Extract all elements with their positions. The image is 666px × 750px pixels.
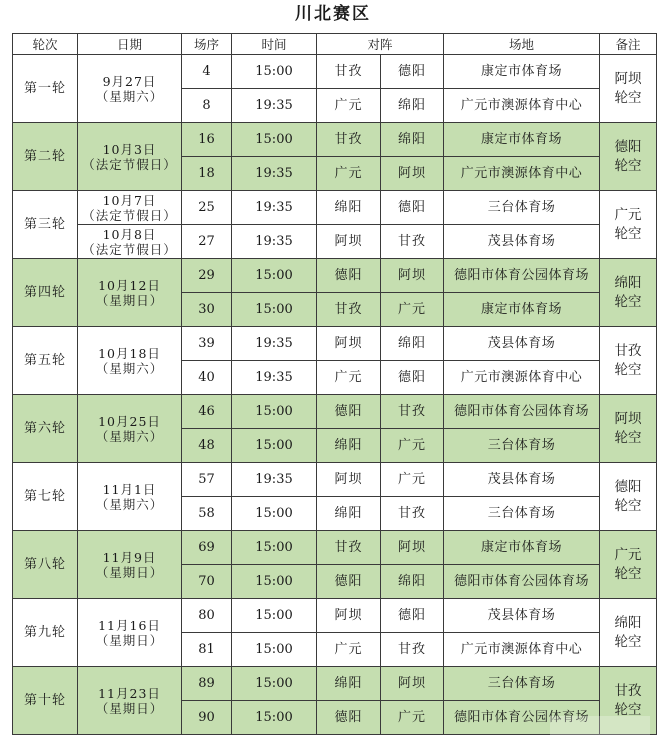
header-matchup: 对阵 — [317, 34, 444, 55]
rest-team: 甘孜 — [614, 682, 642, 699]
header-time: 时间 — [232, 34, 317, 55]
match-no-cell: 18 — [182, 157, 232, 191]
note-cell — [600, 191, 657, 259]
time-cell: 19:35 — [232, 361, 317, 395]
date-cell — [78, 327, 182, 395]
table-row — [13, 55, 657, 89]
table-row — [13, 599, 657, 633]
match-no-cell: 69 — [182, 531, 232, 565]
time-cell: 15:00 — [232, 565, 317, 599]
match-no-cell: 81 — [182, 633, 232, 667]
table-row — [13, 395, 657, 429]
match-no-cell: 89 — [182, 667, 232, 701]
match-no-cell: 8 — [182, 89, 232, 123]
date-line: 10月8日 — [102, 226, 157, 242]
note-cell — [600, 123, 657, 191]
round-cell: 第三轮 — [13, 191, 78, 259]
note-cell — [600, 531, 657, 599]
rest-label: 轮空 — [614, 633, 642, 650]
table-row — [13, 327, 657, 361]
round-cell: 第四轮 — [13, 259, 78, 327]
match-no-cell: 30 — [182, 293, 232, 327]
away-team-cell: 甘孜 — [381, 633, 444, 667]
venue-cell: 三台体育场 — [444, 497, 600, 531]
home-team-cell: 甘孜 — [317, 293, 381, 327]
venue-cell: 康定市体育场 — [444, 55, 600, 89]
date-weekday: （星期六） — [95, 428, 164, 444]
away-team-cell: 广元 — [381, 463, 444, 497]
date-line: 10月7日 — [102, 192, 157, 208]
home-team-cell: 德阳 — [317, 565, 381, 599]
date-cell — [78, 191, 182, 225]
rest-team: 绵阳 — [614, 614, 642, 631]
away-team-cell: 广元 — [381, 293, 444, 327]
time-cell: 19:35 — [232, 225, 317, 259]
time-cell: 19:35 — [232, 327, 317, 361]
date-weekday: （法定节假日） — [82, 156, 177, 172]
date-line: 10月3日 — [102, 141, 157, 157]
time-cell: 15:00 — [232, 395, 317, 429]
round-cell: 第九轮 — [13, 599, 78, 667]
rest-label: 轮空 — [614, 157, 642, 174]
table-row — [13, 225, 657, 259]
header-note: 备注 — [600, 34, 657, 55]
date-line: 10月12日 — [98, 277, 161, 293]
date-weekday: （星期日） — [95, 700, 164, 716]
venue-cell: 茂县体育场 — [444, 463, 600, 497]
time-cell: 15:00 — [232, 293, 317, 327]
header-match-no: 场序 — [182, 34, 232, 55]
home-team-cell: 甘孜 — [317, 531, 381, 565]
date-weekday: （星期日） — [95, 564, 164, 580]
date-cell — [78, 599, 182, 667]
rest-label: 轮空 — [614, 293, 642, 310]
date-line: 11月16日 — [98, 617, 161, 633]
venue-cell: 广元市澳源体育中心 — [444, 157, 600, 191]
match-no-cell: 46 — [182, 395, 232, 429]
home-team-cell: 甘孜 — [317, 55, 381, 89]
time-cell: 15:00 — [232, 701, 317, 735]
home-team-cell: 绵阳 — [317, 429, 381, 463]
schedule-body — [13, 55, 657, 735]
match-no-cell: 80 — [182, 599, 232, 633]
away-team-cell: 阿坝 — [381, 259, 444, 293]
match-no-cell: 25 — [182, 191, 232, 225]
rest-team: 阿坝 — [614, 70, 642, 87]
date-line: 11月1日 — [102, 481, 157, 497]
table-row — [13, 463, 657, 497]
away-team-cell: 德阳 — [381, 55, 444, 89]
match-no-cell: 29 — [182, 259, 232, 293]
venue-cell: 德阳市体育公园体育场 — [444, 565, 600, 599]
home-team-cell: 绵阳 — [317, 497, 381, 531]
round-cell: 第六轮 — [13, 395, 78, 463]
round-cell: 第八轮 — [13, 531, 78, 599]
away-team-cell: 甘孜 — [381, 225, 444, 259]
time-cell: 19:35 — [232, 157, 317, 191]
date-weekday: （星期日） — [95, 632, 164, 648]
rest-label: 轮空 — [614, 225, 642, 242]
date-cell — [78, 531, 182, 599]
venue-cell: 三台体育场 — [444, 429, 600, 463]
match-no-cell: 27 — [182, 225, 232, 259]
home-team-cell: 阿坝 — [317, 599, 381, 633]
home-team-cell: 广元 — [317, 89, 381, 123]
time-cell: 15:00 — [232, 123, 317, 157]
note-cell — [600, 395, 657, 463]
away-team-cell: 绵阳 — [381, 123, 444, 157]
table-row — [13, 191, 657, 225]
rest-team: 德阳 — [614, 138, 642, 155]
time-cell: 15:00 — [232, 599, 317, 633]
venue-cell: 广元市澳源体育中心 — [444, 633, 600, 667]
header-date: 日期 — [78, 34, 182, 55]
note-cell — [600, 599, 657, 667]
round-cell: 第五轮 — [13, 327, 78, 395]
date-line: 10月25日 — [98, 413, 161, 429]
time-cell: 15:00 — [232, 667, 317, 701]
venue-cell: 茂县体育场 — [444, 225, 600, 259]
date-cell — [78, 463, 182, 531]
schedule-table — [12, 33, 657, 735]
venue-cell: 德阳市体育公园体育场 — [444, 259, 600, 293]
round-cell: 第二轮 — [13, 123, 78, 191]
venue-cell: 广元市澳源体育中心 — [444, 361, 600, 395]
away-team-cell: 广元 — [381, 701, 444, 735]
rest-label: 轮空 — [614, 565, 642, 582]
home-team-cell: 绵阳 — [317, 667, 381, 701]
rest-label: 轮空 — [614, 361, 642, 378]
home-team-cell: 德阳 — [317, 259, 381, 293]
rest-team: 绵阳 — [614, 274, 642, 291]
round-cell: 第一轮 — [13, 55, 78, 123]
venue-cell: 康定市体育场 — [444, 123, 600, 157]
match-no-cell: 16 — [182, 123, 232, 157]
venue-cell: 三台体育场 — [444, 667, 600, 701]
away-team-cell: 广元 — [381, 429, 444, 463]
date-weekday: （星期六） — [95, 496, 164, 512]
rest-team: 阿坝 — [614, 410, 642, 427]
away-team-cell: 阿坝 — [381, 667, 444, 701]
round-cell: 第十轮 — [13, 667, 78, 735]
date-cell — [78, 259, 182, 327]
date-cell — [78, 123, 182, 191]
site-watermark-logo — [550, 716, 650, 742]
date-weekday: （星期六） — [95, 88, 164, 104]
match-no-cell: 39 — [182, 327, 232, 361]
home-team-cell: 甘孜 — [317, 123, 381, 157]
away-team-cell: 甘孜 — [381, 395, 444, 429]
time-cell: 15:00 — [232, 633, 317, 667]
date-weekday: （星期日） — [95, 292, 164, 308]
header-venue: 场地 — [444, 34, 600, 55]
home-team-cell: 绵阳 — [317, 191, 381, 225]
rest-label: 轮空 — [614, 89, 642, 106]
home-team-cell: 阿坝 — [317, 225, 381, 259]
venue-cell: 德阳市体育公园体育场 — [444, 395, 600, 429]
rest-team: 广元 — [614, 206, 642, 223]
home-team-cell: 德阳 — [317, 701, 381, 735]
rest-team: 广元 — [614, 546, 642, 563]
time-cell: 15:00 — [232, 259, 317, 293]
away-team-cell: 绵阳 — [381, 89, 444, 123]
round-cell: 第七轮 — [13, 463, 78, 531]
match-no-cell: 58 — [182, 497, 232, 531]
table-row — [13, 123, 657, 157]
table-row — [13, 259, 657, 293]
page-title: 川北赛区 — [295, 4, 371, 24]
away-team-cell: 绵阳 — [381, 565, 444, 599]
rest-label: 轮空 — [614, 429, 642, 446]
date-cell — [78, 55, 182, 123]
date-weekday: （星期六） — [95, 360, 164, 376]
date-line: 10月18日 — [98, 345, 161, 361]
venue-cell: 三台体育场 — [444, 191, 600, 225]
header-round: 轮次 — [13, 34, 78, 55]
match-no-cell: 70 — [182, 565, 232, 599]
note-cell — [600, 327, 657, 395]
time-cell: 15:00 — [232, 531, 317, 565]
venue-cell: 德阳市体育公园体育场 — [444, 701, 600, 735]
home-team-cell: 广元 — [317, 633, 381, 667]
time-cell: 19:35 — [232, 191, 317, 225]
rest-team: 甘孜 — [614, 342, 642, 359]
home-team-cell: 阿坝 — [317, 463, 381, 497]
date-cell — [78, 667, 182, 735]
home-team-cell: 德阳 — [317, 395, 381, 429]
date-cell — [78, 395, 182, 463]
date-weekday: （法定节假日） — [82, 207, 177, 223]
date-line: 11月23日 — [98, 685, 161, 701]
match-no-cell: 4 — [182, 55, 232, 89]
away-team-cell: 绵阳 — [381, 327, 444, 361]
note-cell — [600, 463, 657, 531]
away-team-cell: 德阳 — [381, 191, 444, 225]
date-cell — [78, 225, 182, 259]
table-row — [13, 531, 657, 565]
time-cell: 15:00 — [232, 55, 317, 89]
match-no-cell: 48 — [182, 429, 232, 463]
home-team-cell: 广元 — [317, 361, 381, 395]
date-line: 11月9日 — [102, 549, 157, 565]
venue-cell: 广元市澳源体育中心 — [444, 89, 600, 123]
table-row — [13, 667, 657, 701]
away-team-cell: 阿坝 — [381, 157, 444, 191]
match-no-cell: 57 — [182, 463, 232, 497]
match-no-cell: 90 — [182, 701, 232, 735]
away-team-cell: 甘孜 — [381, 497, 444, 531]
time-cell: 15:00 — [232, 429, 317, 463]
venue-cell: 康定市体育场 — [444, 531, 600, 565]
date-weekday: （法定节假日） — [82, 241, 177, 257]
time-cell: 15:00 — [232, 497, 317, 531]
note-cell — [600, 259, 657, 327]
venue-cell: 茂县体育场 — [444, 599, 600, 633]
time-cell: 19:35 — [232, 89, 317, 123]
rest-team: 德阳 — [614, 478, 642, 495]
venue-cell: 康定市体育场 — [444, 293, 600, 327]
match-no-cell: 40 — [182, 361, 232, 395]
rest-label: 轮空 — [614, 701, 642, 718]
home-team-cell: 广元 — [317, 157, 381, 191]
date-line: 9月27日 — [102, 73, 157, 89]
time-cell: 19:35 — [232, 463, 317, 497]
venue-cell: 茂县体育场 — [444, 327, 600, 361]
home-team-cell: 阿坝 — [317, 327, 381, 361]
away-team-cell: 德阳 — [381, 361, 444, 395]
header-row — [13, 34, 657, 55]
away-team-cell: 阿坝 — [381, 531, 444, 565]
rest-label: 轮空 — [614, 497, 642, 514]
away-team-cell: 德阳 — [381, 599, 444, 633]
note-cell — [600, 55, 657, 123]
